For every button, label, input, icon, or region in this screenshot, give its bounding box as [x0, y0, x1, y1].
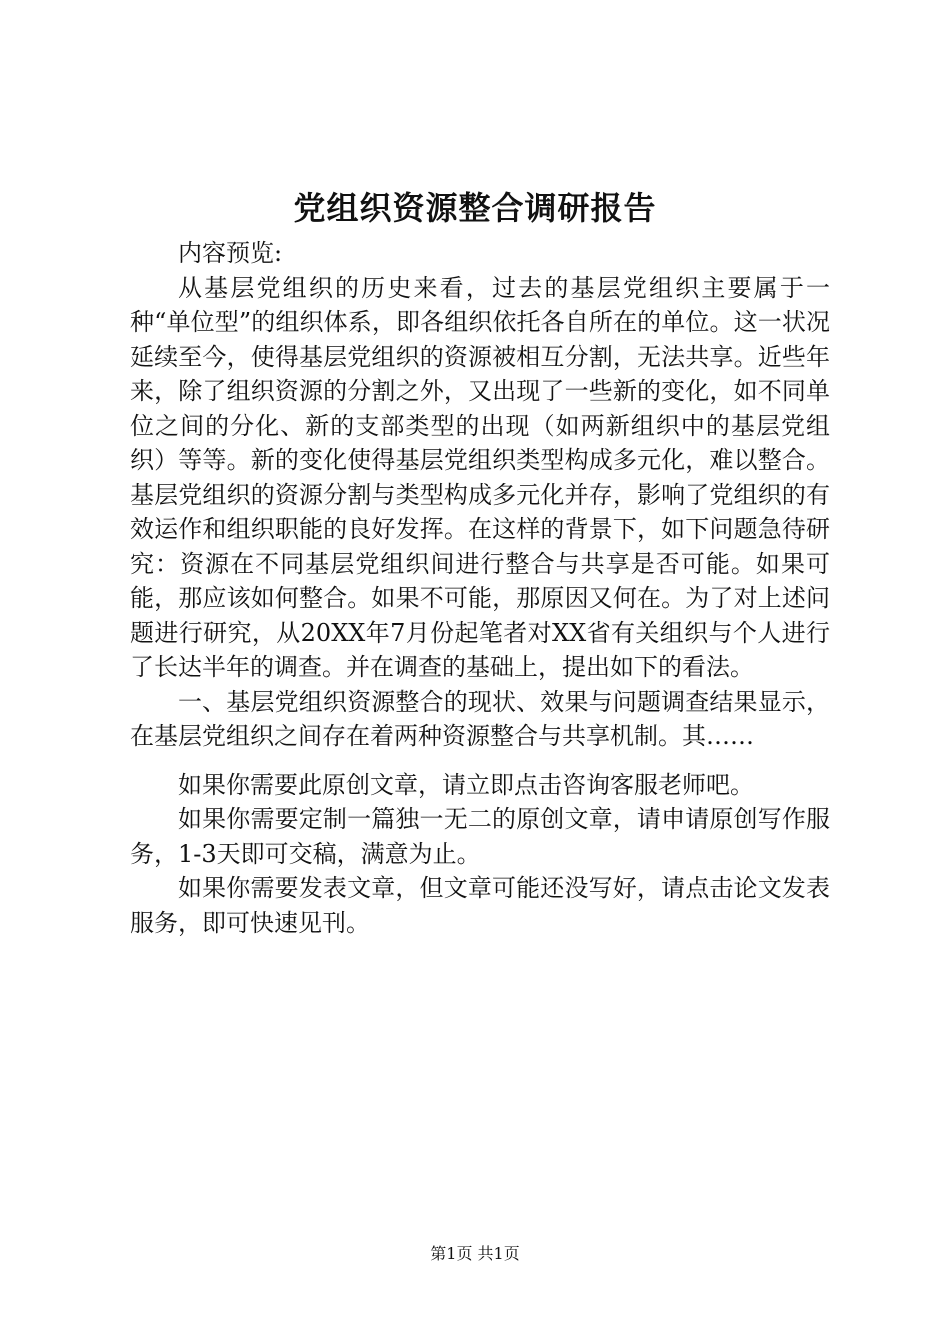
paragraph-publishing-service: 如果你需要发表文章，但文章可能还没写好，请点击论文发表服务，即可快速见刊。	[130, 874, 830, 937]
paragraph-contact-service: 如果你需要此原创文章，请立即点击咨询客服老师吧。	[178, 770, 754, 799]
paragraph-background: 从基层党组织的历史来看，过去的基层党组织主要属于一种“单位型”的组织体系，即各组织依托各自所在的单位。这一状况延续至今，使得基层党组织的资源被相互分割，无法共享。近些年来，除了组织资源的分割之外，又出现了一些新的变化，如不同单位之间的分化、新的支部类型的出现（如两新组织中的基层党组织）等等。新的变化使得基层党组织类型构成多元化，难以整合。基层党组织的资源分割与类型构成多元化并存，影响了党组织的有效运作和组织职能的良好发挥。在这样的背景下，如下问题急待研究：资源在不同基层党组织间进行整合与共享是否可能。如果可能，那应该如何整合。如果不可能，那原因又何在。为了对上述问题进行研究，从20XX年7月份起笔者对XX省有关组织与个人进行了长达半年的调查。并在调查的基础上，提出如下的看法。	[130, 273, 830, 681]
paragraph-custom-writing: 如果你需要定制一篇独一无二的原创文章，请申请原创写作服务，1-3天即可交稿，满意为止。	[130, 805, 830, 868]
document-body	[130, 236, 830, 940]
preview-label: 内容预览:	[178, 239, 283, 267]
paragraph-section-one: 一、基层党组织资源整合的现状、效果与问题调查结果显示，在基层党组织之间存在着两种资源整合与共享机制。其……	[130, 687, 830, 750]
page-number-footer: 第1页 共1页	[430, 1244, 520, 1263]
document-title: 党组织资源整合调研报告	[293, 189, 657, 227]
